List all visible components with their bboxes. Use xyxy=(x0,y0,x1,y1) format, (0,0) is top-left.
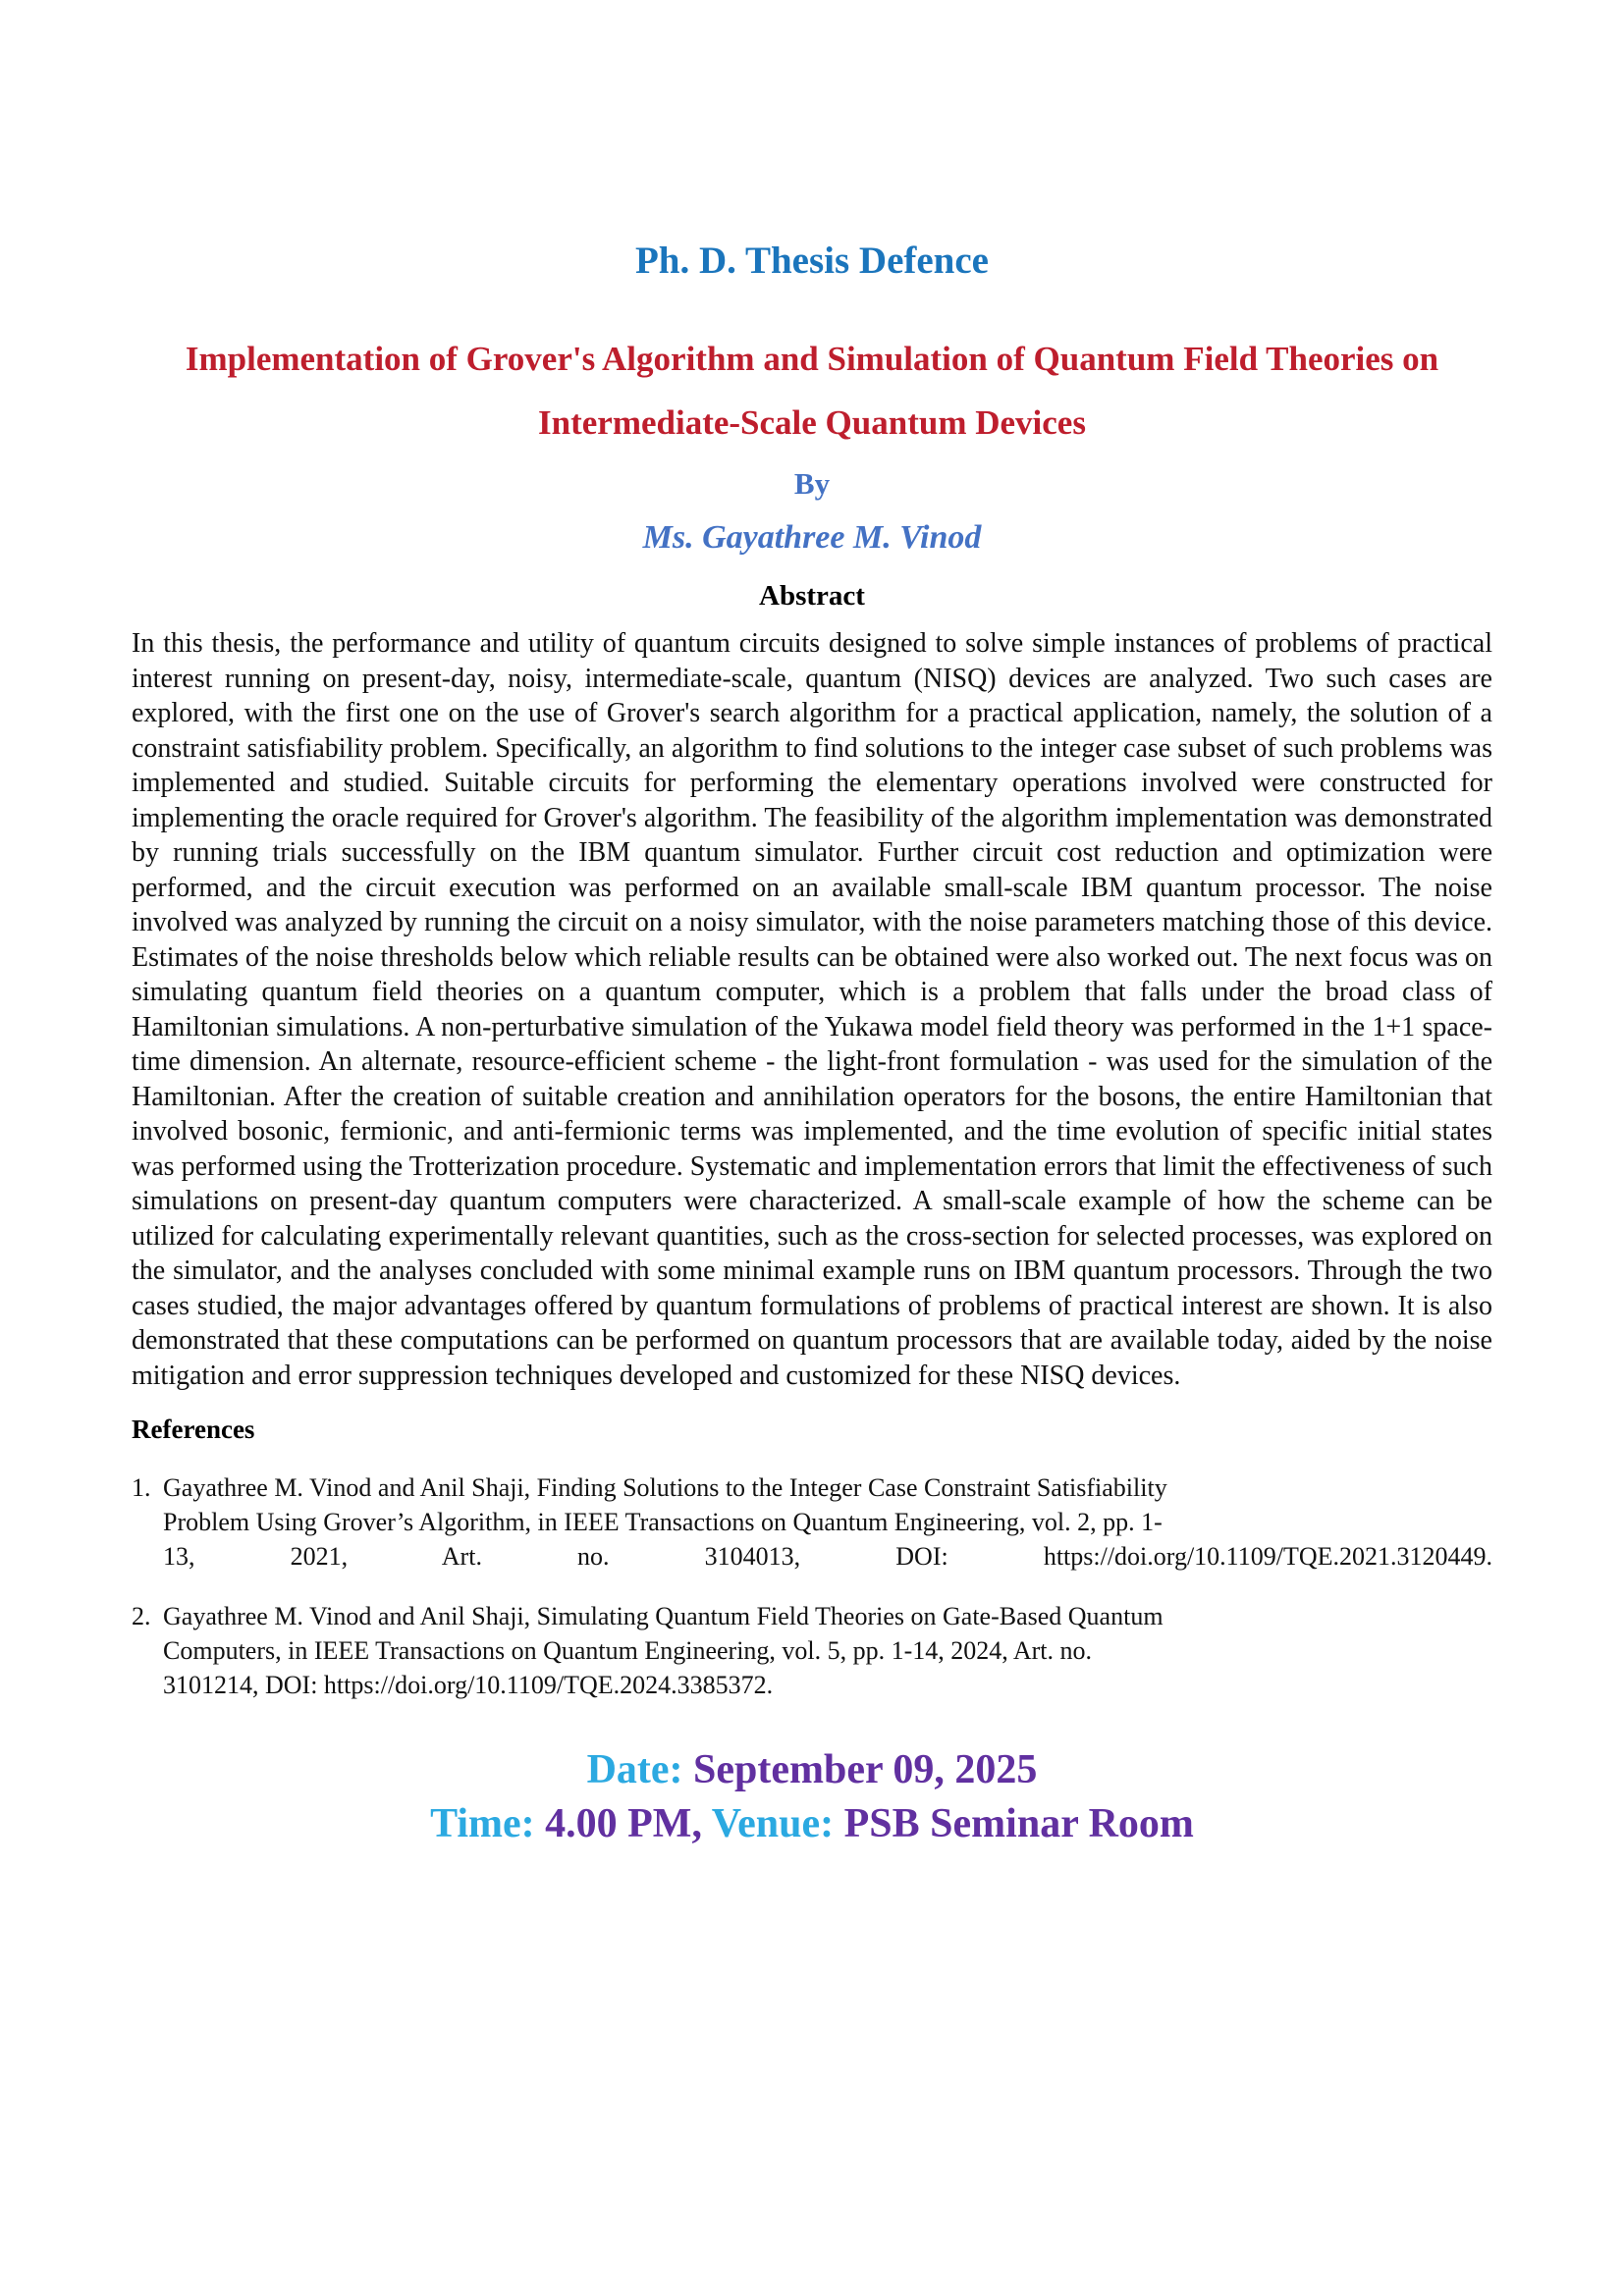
by-label: By xyxy=(793,466,831,502)
reference-body xyxy=(163,1599,1492,1702)
date-line xyxy=(132,1743,1492,1797)
reference-line: Gayathree M. Vinod and Anil Shaji, Finding Solutions to the Integer Case Constraint Satisfiability xyxy=(163,1473,1167,1503)
event-details xyxy=(132,1743,1492,1851)
thesis-title: Implementation of Grover's Algorithm and Simulation of Quantum Field Theories on Intermediate-Scale Quantum Devices xyxy=(185,339,1439,442)
reference-body xyxy=(163,1470,1492,1574)
reference-line: Problem Using Grover’s Algorithm, in IEEE Transactions on Quantum Engineering, vol. 2, pp. 1- xyxy=(163,1508,1163,1537)
abstract-heading: Abstract xyxy=(759,580,865,613)
reference-number: 2. xyxy=(132,1602,151,1631)
abstract-text: In this thesis, the performance and utility of quantum circuits designed to solve simple instances of problems of practical interest running on present-day, noisy, intermediate-scale, quantum (NISQ) devices are analyzed. Two such cases are explored, with the first one on the use of Grover's search algorithm for a practical application, namely, the solution of a constraint satisfiability problem. Specifically, an algorithm to find solutions to the integer case subset of such problems was implemented and studied. Suitable circuits for performing the elementary operations involved were constructed for implementing the oracle required for Grover's algorithm. The feasibility of the algorithm implementation was demonstrated by running trials successfully on the IBM quantum simulator. Further circuit cost reduction and optimization were performed, and the circuit execution was performed on an available small-scale IBM quantum processor. The noise involved was analyzed by running the circuit on a noisy simulator, with the noise parameters matching those of this device. Estimates of the noise thresholds below which reliable results can be obtained were also worked out. The next focus was on simulating quantum field theories on a quantum computer, which is a problem that falls under the broad class of Hamiltonian simulations. A non-perturbative simulation of the Yukawa model field theory was performed in the 1+1 space-time dimension. An alternate, resource-efficient scheme - the light-front formulation - was used for the simulation of the Hamiltonian. After the creation of suitable creation and annihilation operators for the bosons, the entire Hamiltonian that involved bosonic, fermionic, and anti-fermionic terms was implemented, and the time evolution of specific initial states was performed using the Trotterization procedure. Systematic and implementation errors that limit the effectiveness of such simulations on present-day quantum computers were characterized. A small-scale example of how the scheme can be utilized for calculating experimentally relevant quantities, such as the cross-section for selected processes, was explored on the simulator, and the analyses concluded with some minimal example runs on IBM quantum processors. Through the two cases studied, the major advantages offered by quantum formulations of problems of practical interest are shown. It is also demonstrated that these computations can be performed on quantum processors that are available today, aided by the noise mitigation and error suppression techniques developed and customized for these NISQ devices. xyxy=(132,628,1492,1391)
reference-line: 3101214, DOI: https://doi.org/10.1109/TQE.2024.3385372. xyxy=(163,1671,774,1700)
reference-number: 1. xyxy=(132,1473,151,1503)
time-value: 4.00 PM, xyxy=(545,1801,702,1847)
reference-item xyxy=(132,1470,1492,1574)
reference-item xyxy=(132,1599,1492,1702)
venue-value: PSB Seminar Room xyxy=(843,1801,1194,1847)
reference-line: Gayathree M. Vinod and Anil Shaji, Simulating Quantum Field Theories on Gate-Based Quantum xyxy=(163,1602,1164,1631)
time-venue-line xyxy=(132,1797,1492,1851)
date-value: September 09, 2025 xyxy=(693,1747,1038,1793)
page-title: Ph. D. Thesis Defence xyxy=(634,240,989,282)
reference-line: Computers, in IEEE Transactions on Quantum Engineering, vol. 5, pp. 1-14, 2024, Art. no. xyxy=(163,1636,1093,1666)
reference-line: 13, 2021, Art. no. 3104013, DOI: https://doi.org/10.1109/TQE.2021.3120449. xyxy=(163,1542,1492,1572)
references-heading: References xyxy=(132,1415,255,1445)
author-name: Ms. Gayathree M. Vinod xyxy=(642,519,982,557)
time-label: Time: xyxy=(430,1801,535,1847)
venue-label: Venue: xyxy=(711,1801,835,1847)
date-label: Date: xyxy=(586,1747,683,1793)
